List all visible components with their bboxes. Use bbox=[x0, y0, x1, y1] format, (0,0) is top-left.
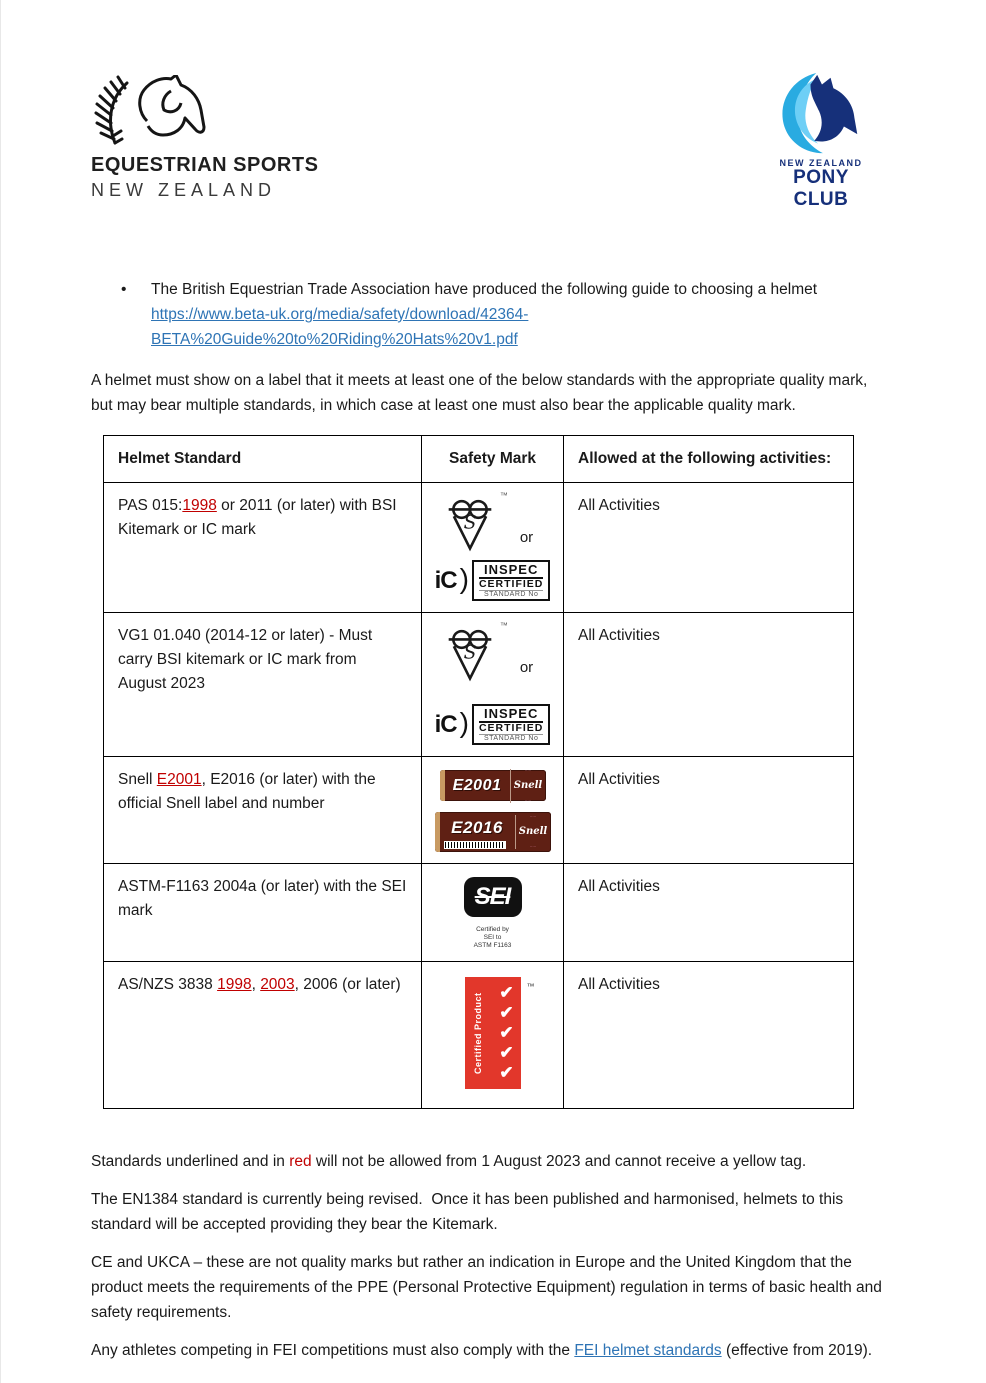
helmet-label-paragraph: A helmet must show on a label that it meets at least one of the below standards with the appropriate quality mark, but may bear multiple standards, in which case at least one must also bear the applicable quality mark. bbox=[91, 372, 868, 414]
certified-product-tm: ™ bbox=[526, 982, 535, 991]
header-logos bbox=[91, 75, 890, 211]
red-standards-note: Standards underlined and in red will not be allowed from 1 August 2023 and cannot receive a yellow tag. bbox=[91, 1153, 807, 1170]
mark-cell-vg1 bbox=[422, 613, 564, 757]
kitemark-tm: ™ bbox=[499, 621, 508, 630]
certified-product-mark: Certified Product ✔ ✔ ✔ ✔ ✔ ™ bbox=[465, 977, 521, 1089]
red-standard-1998: 1998 bbox=[182, 497, 217, 514]
standard-cell-pas015: PAS 015:1998 or 2011 (or later) with BSI Kitemark or IC mark bbox=[104, 483, 422, 613]
standard-cell-asnzs: AS/NZS 3838 1998, 2003, 2006 (or later) bbox=[104, 962, 422, 1109]
en1384-note: The EN1384 standard is currently being revised. Once it has been published and harmonised, helmets to this standard will be accepted providing they bear the Kitemark. bbox=[91, 1191, 848, 1233]
allowed-cell: All Activities bbox=[564, 757, 854, 864]
mark-cell-asnzs bbox=[422, 962, 564, 1109]
table-row bbox=[104, 483, 854, 613]
beta-guide-link[interactable] bbox=[151, 302, 528, 352]
fei-note: Any athletes competing in FEI competitions must also comply with the FEI helmet standards (effective from 2019). bbox=[91, 1342, 873, 1359]
standard-cell-vg1: VG1 01.040 (2014-12 or later) - Must carry BSI kitemark or IC mark from August 2023 bbox=[104, 613, 422, 757]
beta-guide-link-line2[interactable]: BETA%20Guide%20to%20Riding%20Hats%20v1.pdf bbox=[151, 331, 518, 348]
table-header-row bbox=[104, 436, 854, 483]
kitemark-tm: ™ bbox=[499, 491, 508, 500]
col-header-allowed: Allowed at the following activities: bbox=[564, 436, 854, 483]
table-row bbox=[104, 613, 854, 757]
helmet-standards-table bbox=[103, 435, 854, 1109]
red-standard-2003: 2003 bbox=[260, 976, 295, 993]
standard-cell-snell: Snell E2001, E2016 (or later) with the official Snell label and number bbox=[104, 757, 422, 864]
allowed-cell: All Activities bbox=[564, 864, 854, 962]
svg-text:S: S bbox=[463, 512, 477, 534]
red-word: red bbox=[289, 1153, 312, 1170]
esnz-horse-fern-icon bbox=[91, 75, 251, 147]
col-header-safety-mark: Safety Mark bbox=[422, 436, 564, 483]
mark-cell-astm bbox=[422, 864, 564, 962]
esnz-wordmark-line1: EQUESTRIAN SPORTS bbox=[91, 154, 319, 176]
allowed-cell: All Activities bbox=[564, 962, 854, 1109]
bsi-kitemark-icon bbox=[444, 624, 496, 682]
esnz-wordmark-line2: NEW ZEALAND bbox=[91, 180, 277, 200]
allowed-cell: All Activities bbox=[564, 613, 854, 757]
ce-ukca-note: CE and UKCA – these are not quality marks but rather an indication in Europe and the United Kingdom that the product meets the requirements of the PPE (Personal Protective Equipment) regulation in terms of basic health and safety requirements. bbox=[91, 1254, 882, 1321]
snell-e2016-label: E2016 ····· Snell ····· bbox=[435, 812, 551, 852]
bullet-glyph: • bbox=[121, 281, 127, 298]
standard-cell-astm: ASTM-F1163 2004a (or later) with the SEI mark bbox=[104, 864, 422, 962]
esnz-logo bbox=[91, 75, 351, 201]
or-label: or bbox=[519, 659, 534, 676]
document-page bbox=[1, 0, 986, 1363]
beta-guide-text bbox=[151, 277, 890, 352]
inspec-certified-mark: iC ) INSPEC CERTIFIED STANDARD No bbox=[435, 704, 551, 745]
snell-e2001-label: E2001 ····· Snell ····· bbox=[440, 770, 546, 801]
tick-marks: ✔ ✔ ✔ ✔ ✔ bbox=[499, 983, 514, 1082]
allowed-cell: All Activities bbox=[564, 483, 854, 613]
beta-guide-bullet bbox=[91, 277, 890, 352]
fei-helmet-standards-link[interactable]: FEI helmet standards bbox=[574, 1342, 722, 1359]
or-label: or bbox=[519, 529, 534, 546]
red-standard-e2001: E2001 bbox=[156, 771, 202, 788]
ponyclub-wordmark-line2: PONY CLUB bbox=[793, 167, 849, 210]
table-row bbox=[104, 962, 854, 1109]
ponyclub-logo bbox=[766, 73, 876, 211]
mark-cell-snell bbox=[422, 757, 564, 864]
sei-mark: SEI Certified by SEI to ASTM F1163 bbox=[436, 877, 549, 950]
svg-text:S: S bbox=[463, 642, 477, 664]
table-row bbox=[104, 757, 854, 864]
inspec-certified-mark: iC ) INSPEC CERTIFIED STANDARD No bbox=[435, 560, 551, 601]
beta-guide-link-line1[interactable]: https://www.beta-uk.org/media/safety/download/42364- bbox=[151, 306, 529, 323]
mark-cell-pas015 bbox=[422, 483, 564, 613]
col-header-helmet-standard: Helmet Standard bbox=[104, 436, 422, 483]
table-row bbox=[104, 864, 854, 962]
ponyclub-horse-icon bbox=[778, 73, 864, 157]
ponyclub-wordmark-line1: NEW ZEALAND bbox=[779, 158, 863, 168]
beta-guide-sentence: The British Equestrian Trade Association have produced the following guide to choosing a helmet bbox=[151, 281, 818, 298]
red-standard-1998: 1998 bbox=[217, 976, 252, 993]
bsi-kitemark-icon bbox=[444, 494, 496, 552]
barcode bbox=[444, 841, 506, 849]
